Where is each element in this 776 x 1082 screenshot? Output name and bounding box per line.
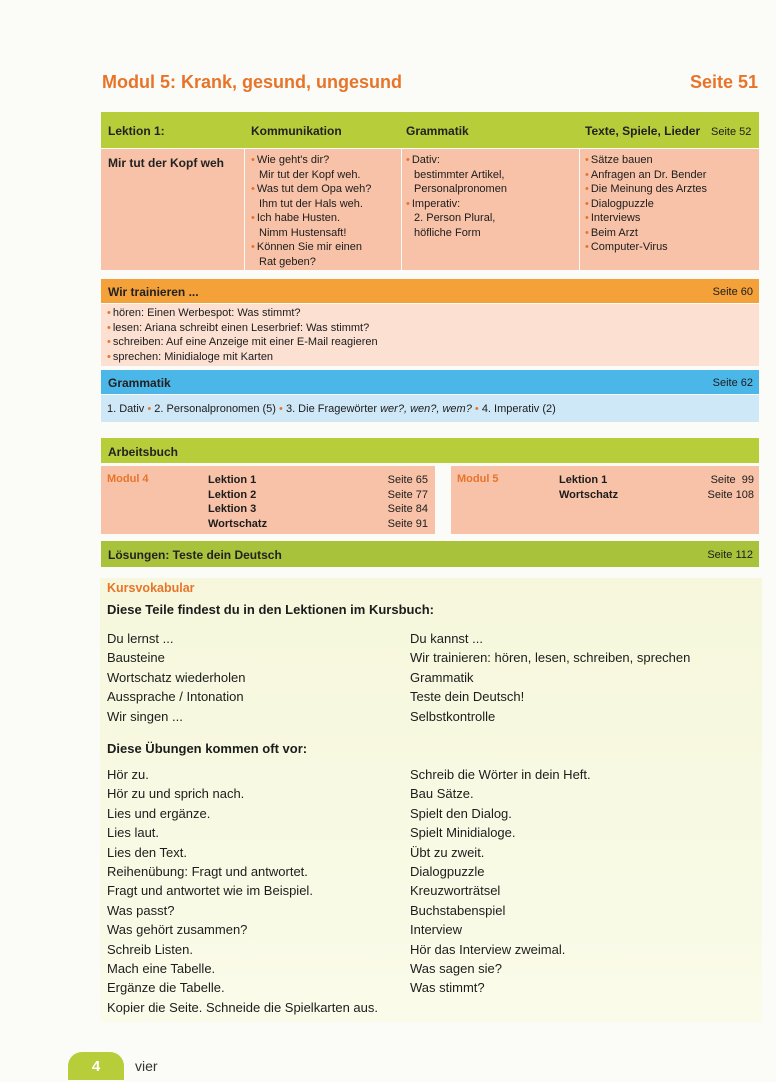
grammar-bullet: • [279, 403, 283, 415]
vocab-item: Kreuzworträtsel [410, 883, 501, 899]
vocab-item: Lies laut. [107, 825, 160, 841]
lesson-page: Seite 52 [711, 126, 752, 138]
texts-header: Texte, Spiele, Lieder [585, 124, 701, 138]
list-item-text: Computer-Virus [590, 241, 668, 253]
grammar-topic-1: 1. Dativ [107, 403, 145, 415]
list-item-text: Personalpronomen [414, 183, 507, 195]
training-page: Seite 60 [712, 286, 753, 298]
list-item [251, 255, 397, 270]
workbook-page: Seite 108 [707, 488, 754, 501]
bullet-icon: • [585, 241, 589, 253]
communication-header: Kommunikation [251, 124, 342, 138]
vocab-item: Bau Sätze. [410, 786, 474, 802]
list-item-text: Interviews [590, 212, 641, 224]
vocab-item: Teste dein Deutsch! [410, 689, 525, 705]
list-item-text: Was tut dem Opa weh? [256, 183, 372, 195]
list-item [406, 182, 576, 197]
bullet-icon: • [251, 183, 255, 195]
workbook-lesson: Lektion 3 [208, 503, 257, 515]
list-item [251, 168, 397, 183]
workbook-lesson: Lektion 1 [208, 474, 257, 486]
bullet-icon: • [585, 212, 589, 224]
vocab-subheading-1: Diese Teile findest du in den Lektionen im Kursbuch: [107, 602, 434, 617]
list-item-text: lesen: Ariana schreibt einen Leserbrief: Was stimmt? [112, 321, 370, 334]
training-body [101, 304, 759, 366]
workbook-page: Seite 99 [710, 474, 754, 486]
vocab-heading: Kursvokabular [107, 581, 195, 595]
list-item [406, 168, 576, 183]
workbook-row [208, 473, 428, 488]
grammar-header: Grammatik [406, 124, 469, 138]
list-item [107, 321, 747, 336]
list-item [585, 240, 755, 255]
grammar-topic-4: 4. Imperativ (2) [481, 403, 556, 415]
lesson-table-header [101, 112, 759, 148]
workbook-lesson: Lektion 1 [559, 474, 608, 486]
grammar-section-header [101, 370, 759, 394]
workbook-right-rows [559, 473, 754, 502]
list-item-text: Imperativ: [411, 197, 461, 210]
module-header [102, 72, 762, 100]
module-title: Modul 5: Krank, gesund, ungesund [102, 72, 403, 92]
vocab-item: Was passt? [107, 902, 175, 918]
vocab-item: Was gehört zusammen? [107, 922, 248, 938]
bullet-icon: • [406, 154, 410, 166]
vocab-item: Wir singen ... [107, 708, 183, 724]
list-item-text: Mir tut der Kopf weh. [259, 168, 361, 181]
vocab-item: Grammatik [410, 669, 474, 685]
vocab-item: Lies den Text. [107, 844, 187, 860]
workbook-lesson: Wortschatz [208, 517, 268, 530]
texts-list [585, 153, 755, 255]
workbook-row [208, 488, 428, 503]
list-item [585, 182, 755, 197]
vocab-left-2 [107, 765, 407, 1017]
list-item [251, 182, 397, 197]
list-item-text: Die Meinung des Arztes [590, 183, 708, 195]
list-item [406, 211, 576, 226]
vocab-item: Spielt Minidialoge. [410, 825, 516, 841]
vocab-item: Hör zu. [107, 767, 149, 782]
solutions-bar [101, 541, 759, 567]
list-item-text: hören: Einen Werbespot: Was stimmt? [112, 307, 301, 319]
grammar-bullet: • [474, 403, 479, 415]
list-item [107, 350, 747, 365]
vocab-item: Schreib die Wörter in dein Heft. [410, 767, 591, 782]
workbook-module-left: Modul 4 [107, 473, 149, 485]
workbook-page: Seite 91 [387, 517, 428, 530]
list-item-text: Nimm Hustensaft! [259, 226, 347, 239]
workbook-row [559, 488, 754, 503]
list-item-text: sprechen: Minidialoge mit Karten [112, 350, 274, 363]
vocab-item: Wir trainieren: hören, lesen, schreiben, sprechen [410, 650, 691, 666]
page-word: vier [135, 1058, 158, 1074]
vocab-item: Fragt und antwortet wie im Beispiel. [107, 883, 313, 899]
bullet-icon: • [406, 197, 410, 210]
vocab-item: Dialogpuzzle [410, 864, 485, 880]
list-item [251, 153, 397, 168]
list-item-text: Dialogpuzzle [590, 197, 654, 210]
vocab-item: Interview [410, 922, 463, 938]
vocab-item: Lies und ergänze. [107, 805, 211, 821]
list-item [251, 226, 397, 241]
page-number: 4 [68, 1052, 124, 1080]
list-item [406, 197, 576, 212]
training-list [107, 306, 747, 364]
list-item [585, 211, 755, 226]
vocab-item: Du kannst ... [410, 631, 483, 646]
vocab-item: Hör das Interview zweimal. [410, 941, 566, 957]
vocab-item: Du lernst ... [107, 631, 174, 646]
workbook-row [559, 473, 754, 488]
workbook-page: Seite 77 [387, 488, 428, 501]
list-item-text: Beim Arzt [590, 226, 638, 239]
vocab-right-2 [410, 765, 758, 998]
vocab-item: Selbstkontrolle [410, 708, 496, 724]
solutions-title: Lösungen: Teste dein Deutsch [108, 548, 282, 562]
bullet-icon: • [251, 241, 255, 253]
bullet-icon: • [107, 321, 111, 334]
module-page: Seite 51 [689, 72, 758, 92]
bullet-icon: • [585, 197, 589, 210]
list-item-text: 2. Person Plural, [414, 212, 496, 224]
workbook-page: Seite 84 [387, 503, 428, 515]
grammar-topic-2: 2. Personalpronomen (5) [154, 403, 276, 415]
workbook-page: Seite 65 [387, 474, 428, 486]
vocab-subheading-2: Diese Übungen kommen oft vor: [107, 741, 308, 756]
list-item [107, 335, 747, 350]
grammar-section-body [101, 395, 759, 422]
training-header [101, 279, 759, 303]
list-item-text: höfliche Form [414, 226, 481, 239]
grammar-list [406, 153, 576, 240]
list-item-text: Dativ: [411, 154, 440, 166]
workbook-left-rows [208, 473, 428, 531]
workbook-header [101, 438, 759, 463]
workbook-lesson: Lektion 2 [208, 488, 257, 501]
list-item [585, 197, 755, 212]
vocab-item: Buchstabenspiel [410, 902, 506, 918]
vocab-item: Was sagen sie? [410, 961, 503, 977]
grammar-topic-3-italic: wer?, wen?, wem? [380, 403, 472, 415]
list-item [251, 240, 397, 255]
solutions-page: Seite 112 [707, 549, 753, 561]
workbook-lesson: Wortschatz [559, 488, 619, 501]
bullet-icon: • [585, 168, 589, 181]
vocab-item: Kopier die Seite. Schneide die Spielkarten aus. [107, 999, 379, 1015]
vocab-item: Was stimmt? [410, 980, 485, 996]
vocab-item: Aussprache / Intonation [107, 689, 244, 705]
lesson-title: Mir tut der Kopf weh [108, 156, 224, 170]
list-item [251, 211, 397, 226]
workbook-title: Arbeitsbuch [108, 445, 179, 459]
vocab-item: Spielt den Dialog. [410, 805, 512, 821]
list-item-text: schreiben: Auf eine Anzeige mit einer E-Mail reagieren [112, 336, 378, 348]
bullet-icon: • [107, 307, 111, 319]
list-item-text: Können Sie mir einen [256, 241, 363, 253]
list-item-text: Rat geben? [259, 255, 316, 268]
vocab-item: Mach eine Tabelle. [107, 961, 216, 977]
lesson-table-body [101, 149, 759, 270]
workbook-row [208, 517, 428, 532]
vocab-right-1 [410, 629, 758, 726]
vocab-item: Bausteine [107, 650, 165, 666]
list-item [107, 306, 747, 321]
vocab-item: Übt zu zweit. [410, 844, 485, 860]
list-item-text: Anfragen an Dr. Bender [590, 168, 707, 181]
list-item-text: Wie geht's dir? [256, 154, 330, 166]
list-item-text: bestimmter Artikel, [414, 168, 505, 181]
bullet-icon: • [107, 336, 111, 348]
bullet-icon: • [585, 183, 589, 195]
list-item [585, 153, 755, 168]
list-item [406, 226, 576, 241]
list-item-text: Sätze bauen [590, 154, 653, 166]
vocab-item: Schreib Listen. [107, 941, 193, 957]
lesson-header: Lektion 1: [108, 124, 165, 138]
vocab-item: Ergänze die Tabelle. [107, 980, 225, 996]
list-item [406, 153, 576, 168]
training-title: Wir trainieren ... [108, 285, 199, 299]
vocab-left-1 [107, 629, 407, 726]
workbook-right [451, 466, 759, 534]
list-item [585, 226, 755, 241]
list-item-text: Ihm tut der Hals weh. [259, 197, 363, 210]
workbook-row [208, 502, 428, 517]
bullet-icon: • [585, 154, 589, 166]
bullet-icon: • [251, 154, 255, 166]
vocab-item: Wortschatz wiederholen [107, 669, 246, 685]
vocab-item: Reihenübung: Fragt und antwortet. [107, 864, 308, 880]
bullet-icon: • [585, 226, 589, 239]
list-item [585, 168, 755, 183]
bullet-icon: • [107, 350, 111, 363]
workbook-left [101, 466, 435, 534]
workbook-module-right: Modul 5 [457, 473, 499, 485]
grammar-bullet: • [147, 403, 152, 415]
grammar-topics [107, 403, 556, 415]
grammar-topic-3: 3. Die Fragewörter [285, 403, 381, 415]
grammar-section-page: Seite 62 [712, 377, 753, 389]
communication-list [251, 153, 397, 269]
bullet-icon: • [251, 212, 255, 224]
grammar-section-title: Grammatik [108, 376, 171, 390]
list-item [251, 197, 397, 212]
vocab-item: Hör zu und sprich nach. [107, 786, 245, 802]
list-item-text: Ich habe Husten. [256, 212, 341, 224]
